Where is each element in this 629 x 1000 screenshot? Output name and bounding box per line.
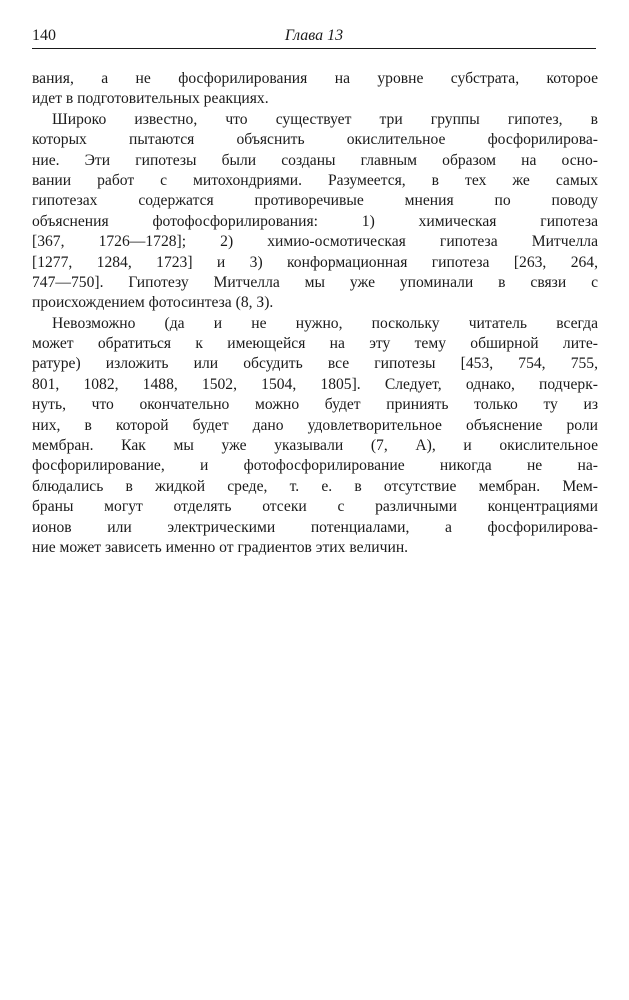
text-line: может обратиться к имеющейся на эту тему обширной лите-	[32, 335, 598, 353]
text-line: ратуре) изложить или обсудить все гипотезы [453, 754, 755,	[32, 355, 598, 373]
text-line: мембран. Как мы уже указывали (7, А), и окислительное	[32, 437, 598, 455]
text-line: объяснения фотофосфорилирования: 1) химическая гипотеза	[32, 212, 598, 230]
paragraph	[32, 69, 598, 110]
text-line: Широко известно, что существует три группы гипотез, в	[52, 110, 598, 128]
running-header	[32, 26, 596, 49]
text-line: которых пытаются объяснить окислительное фосфорилирова-	[32, 131, 598, 149]
text-line: ние. Эти гипотезы были созданы главным образом на осно-	[32, 151, 598, 169]
text-line: браны могут отделять отсеки с различными концентрациями	[32, 498, 598, 516]
text-line: вания, а не фосфорилирования на уровне субстрата, которое	[32, 70, 598, 87]
text-line: [367, 1726—1728]; 2) химио-осмотическая гипотеза Митчелла	[32, 233, 598, 251]
text-line: Невозможно (да и не нужно, поскольку читатель всегда	[52, 314, 598, 332]
text-line: 801, 1082, 1488, 1502, 1504, 1805]. Следует, однако, подчерк-	[32, 375, 598, 393]
text-line: них, в которой будет дано удовлетворительное объяснение роли	[32, 416, 598, 434]
page-number: 140	[32, 27, 56, 44]
paragraph	[32, 110, 598, 314]
text-line: фосфорилирование, и фотофосфорилирование никогда не на-	[32, 457, 598, 475]
text-line: происхождением фотосинтеза (8, З).	[32, 294, 274, 312]
text-line: идет в подготовительных реакциях.	[32, 90, 269, 108]
body-text	[32, 69, 598, 558]
paragraph	[32, 314, 598, 559]
text-line: ние может зависеть именно от градиентов этих величин.	[32, 538, 409, 556]
text-line: 747—750]. Гипотезу Митчелла мы уже упоминали в связи с	[32, 273, 598, 291]
text-line: блюдались в жидкой среде, т. е. в отсутствие мембран. Мем-	[32, 477, 598, 495]
text-line: нуть, что окончательно можно будет приниять только ту из	[32, 396, 598, 414]
text-line: ионов или электрическими потенциалами, а фосфорилирова-	[32, 518, 598, 536]
text-line: гипотезах содержатся противоречивые мнения по поводу	[32, 192, 598, 210]
chapter-title: Глава 13	[284, 27, 344, 44]
text-line: вании работ с митохондриями. Разумеется, в тех же самых	[32, 171, 598, 189]
text-line: [1277, 1284, 1723] и 3) конформационная гипотеза [263, 264,	[32, 253, 598, 271]
